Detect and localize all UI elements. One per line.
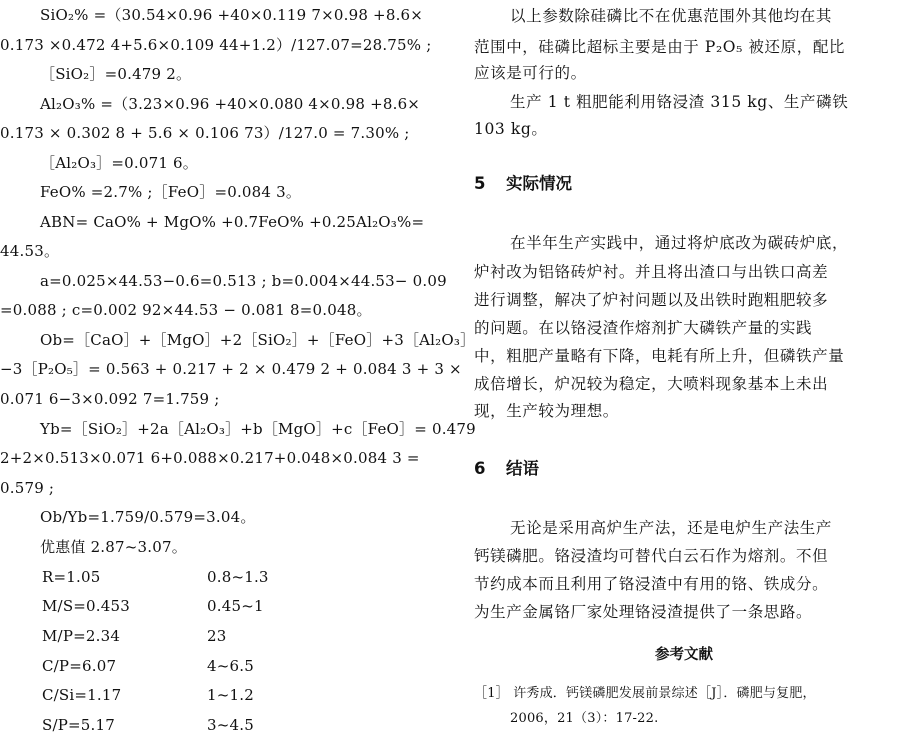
section-title: 结语 bbox=[506, 459, 539, 478]
paragraph-line: 现，生产较为理想。 bbox=[474, 402, 619, 420]
ratio-optimal-range: 23 bbox=[207, 627, 227, 645]
formula-line: ［Al₂O₃］=0.071 6。 bbox=[40, 154, 198, 172]
formula-line: 2+2×0.513×0.071 6+0.088×0.217+0.048×0.084 3 = bbox=[0, 449, 420, 467]
formula-line: 0.071 6−3×0.092 7=1.759 ; bbox=[0, 390, 220, 408]
formula-line: −3［P₂O₅］= 0.563 + 0.217 + 2 × 0.479 2 + 0.084 3 + 3 × bbox=[0, 360, 462, 378]
ratio-optimal-range: 0.8~1.3 bbox=[207, 568, 269, 586]
paragraph-line: 节约成本而且利用了铬浸渣中有用的铬、铁成分。 bbox=[474, 575, 829, 593]
ratio-value: M/P=2.34 bbox=[42, 627, 121, 645]
paragraph-line: 为生产金属铬厂家处理铬浸渣提供了一条思路。 bbox=[474, 603, 813, 621]
formula-line: FeO% =2.7% ;［FeO］=0.084 3。 bbox=[40, 183, 302, 201]
paragraph-line: 钙镁磷肥。铬浸渣均可替代白云石作为熔剂。不但 bbox=[474, 547, 829, 565]
paragraph-line: 103 kg。 bbox=[474, 120, 548, 138]
section-heading bbox=[474, 458, 539, 480]
formula-line: 优惠值 2.87~3.07。 bbox=[40, 538, 187, 556]
formula-line: 0.173 ×0.472 4+5.6×0.109 44+1.2）/127.07=28.75% ; bbox=[0, 36, 432, 54]
paragraph-line: 应该是可行的。 bbox=[474, 64, 587, 82]
ratio-value: R=1.05 bbox=[42, 568, 101, 586]
ratio-optimal-range: 4~6.5 bbox=[207, 657, 254, 675]
reference-entry-continuation: 2006，21（3）：17-22. bbox=[510, 711, 659, 726]
formula-line: 0.579 ; bbox=[0, 479, 55, 497]
paragraph-line: 在半年生产实践中，通过将炉底改为碳砖炉底， bbox=[510, 234, 849, 252]
formula-line: a=0.025×44.53−0.6=0.513 ; b=0.004×44.53− 0.09 bbox=[40, 272, 447, 290]
ratio-value: C/P=6.07 bbox=[42, 657, 117, 675]
formula-line: ［SiO₂］=0.479 2。 bbox=[40, 65, 192, 83]
ratio-optimal-range: 1~1.2 bbox=[207, 686, 254, 704]
paragraph-line: 炉衬改为铝铬砖炉衬。并且将出渣口与出铁口高差 bbox=[474, 263, 829, 281]
paragraph-line: 的问题。在以铬浸渣作熔剂扩大磷铁产量的实践 bbox=[474, 319, 813, 337]
formula-line: Ob=［CaO］+［MgO］+2［SiO₂］+［FeO］+3［Al₂O₃］ bbox=[40, 331, 476, 349]
section-number: 5 bbox=[474, 174, 486, 193]
ratio-value: M/S=0.453 bbox=[42, 597, 130, 615]
paragraph-line: 生产 1 t 粗肥能利用铬浸渣 315 kg、生产磷铁 bbox=[510, 93, 849, 111]
section-heading bbox=[474, 173, 572, 195]
ratio-optimal-range: 0.45~1 bbox=[207, 597, 264, 615]
paragraph-line: 无论是采用高炉生产法，还是电炉生产法生产 bbox=[510, 519, 833, 537]
formula-line: 0.173 × 0.302 8 + 5.6 × 0.106 73）/127.0 = 7.30% ; bbox=[0, 124, 410, 142]
reference-entry: ［1］ 许秀成．钙镁磷肥发展前景综述［J］．磷肥与复肥， bbox=[474, 686, 816, 701]
paragraph-line: 中，粗肥产量略有下降，电耗有所上升，但磷铁产量 bbox=[474, 347, 845, 365]
paragraph-line: 以上参数除硅磷比不在优惠范围外其他均在其 bbox=[510, 7, 833, 25]
formula-line: Yb=［SiO₂］+2a［Al₂O₃］+b［MgO］+c［FeO］= 0.479 bbox=[40, 420, 476, 438]
paragraph-line: 范围中，硅磷比超标主要是由于 P₂O₅ 被还原，配比 bbox=[474, 38, 846, 56]
formula-line: Ob/Yb=1.759/0.579=3.04。 bbox=[40, 508, 256, 526]
formula-line: ABN= CaO% + MgO% +0.7FeO% +0.25Al₂O₃%= bbox=[40, 213, 425, 231]
paragraph-line: 进行调整，解决了炉衬问题以及出铁时跑粗肥较多 bbox=[474, 291, 829, 309]
section-title: 实际情况 bbox=[506, 174, 572, 193]
formula-line: Al₂O₃% =（3.23×0.96 +40×0.080 4×0.98 +8.6× bbox=[40, 95, 421, 113]
formula-line: SiO₂% =（30.54×0.96 +40×0.119 7×0.98 +8.6× bbox=[40, 6, 424, 24]
formula-line: =0.088 ; c=0.002 92×44.53 − 0.081 8=0.048。 bbox=[0, 301, 372, 319]
ratio-value: C/Si=1.17 bbox=[42, 686, 122, 704]
paragraph-line: 成倍增长，炉况较为稳定，大喷料现象基本上未出 bbox=[474, 375, 829, 393]
section-number: 6 bbox=[474, 459, 486, 478]
ratio-optimal-range: 3~4.5 bbox=[207, 716, 254, 734]
formula-line: 44.53。 bbox=[0, 242, 60, 260]
ratio-value: S/P=5.17 bbox=[42, 716, 115, 734]
references-heading: 参考文献 bbox=[655, 647, 713, 663]
